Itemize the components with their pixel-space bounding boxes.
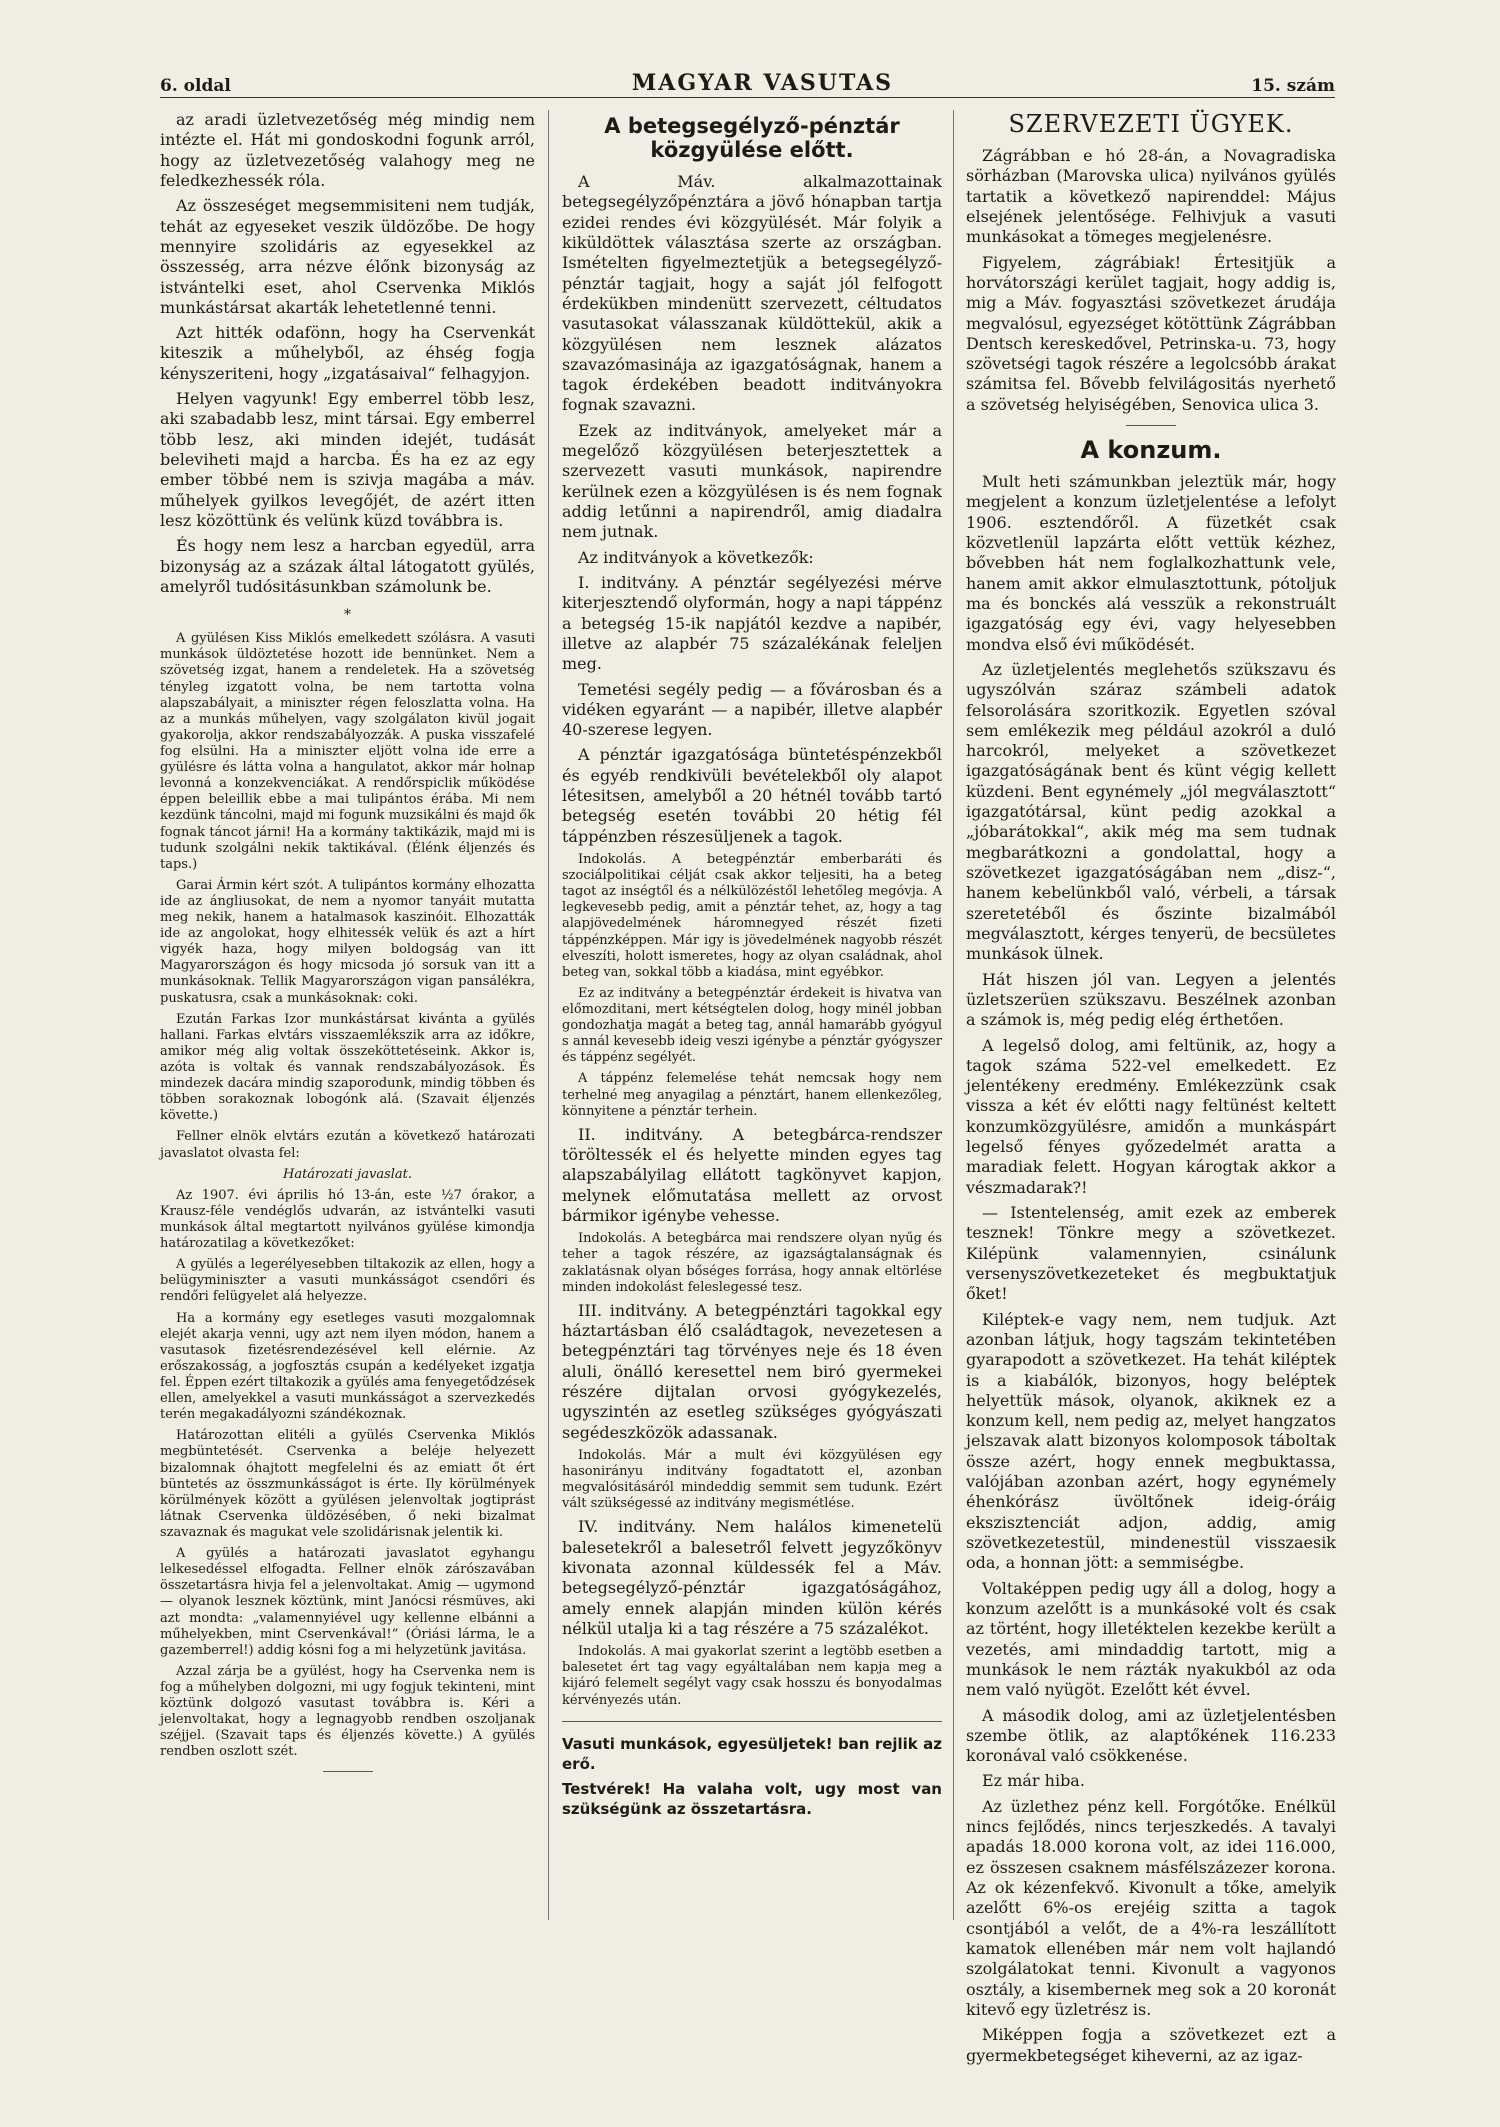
page-number: 6. oldal [160, 76, 231, 96]
paragraph: — Istentelenség, amit ezek az emberek tesznek! Tönkre megy a szövetkezet. Kilépünk valamennyien, csinálunk versenyszövetkezeteket és megbuktatjuk őket! [966, 1203, 1336, 1304]
paragraph: Azt hitték odafönn, hogy ha Cservenkát kiteszik a műhelyből, az éhség fogja kényszeriteni, hogy „izgatásaival“ felhagyjon. [160, 323, 535, 383]
paragraph: Temetési segély pedig — a fővárosban és a vidéken egyaránt — a napibér, illetve alapbér 40-szerese legyen. [562, 679, 942, 740]
paragraph: Az 1907. évi április hó 13-án, este ½7 órakor, a Krausz-féle vendéglős udvarán, az istvántelki vasuti munkások által megtartott nyilvános gyülése kimondja határozatilag a következőket: [160, 1187, 535, 1252]
paragraph: Figyelem, zágrábiak! Értesitjük a horvátországi kerület tagjait, hogy addig is, mig a Máv. fogyasztási szövetkezet árudája megvalósul, egyezséget kötöttünk Zágrábban Dentsch kereskedővel, Petrinska-u. 73, hogy szövetségi tagok részére a legolcsóbb árakat számitsa fel. Bővebb felvilágositás nyerhető a szövetség helyiségében, Senovica ulica 3. [966, 252, 1336, 414]
paragraph: A második dolog, ami az üzletjelentésben szembe ötlik, az alaptőkének 116.233 koronával való csökkenése. [966, 1705, 1336, 1766]
paragraph: A gyülésen Kiss Miklós emelkedett szólásra. A vasuti munkások üldöztetése hozott ide bennünket. Nem a szövetség izgat, hanem a rendeletek. Ha a szövetség tényleg izgatott volna, be nem tartotta volna alapszabályait, a miniszter régen feloszlatta volna. Ha az a munkás műhelyen, vagy szolgálaton kivül jogait gyakorolja, akkor rendszabályozzák. A puska visszafelé fog elsülni. Ha a miniszter eljött volna ide erre a gyülésre és látta volna a hangulatot, akkor már holnap levonná a konzekvenciákat. A rendőrspiclik működése éppen beleillik ebbe a mai tulipántos érába. Mi nem kezdünk táncolni, majd mi fogunk muzsikálni és majd ők fognak táncot járni! Ha a kormány taktikázik, majd mi is tudunk szolgálni nekik taktikával. (Élénk éljenzés és taps.) [160, 631, 535, 872]
paragraph: I. inditvány. A pénztár segélyezési mérve kiterjesztendő olyformán, hogy a napi táppénz a betegség 15-ik napjától kezdve a napibér, illetve az alapbér 75 százalékának feleljen meg. [562, 572, 942, 674]
column-3 [966, 110, 1336, 2071]
column-divider [548, 110, 549, 1920]
paragraph: Zágrábban e hó 28-án, a Novagradiska sörházban (Marovska ulica) nyilvános gyülés tartatik a következő napirenddel: Május elsejének jelentősége. Felhivjuk a vasuti munkásokat a tömeges megjelenésre. [966, 146, 1336, 247]
slogan: Testvérek! Ha valaha volt, ugy most van szükségünk az összetartásra. [562, 1780, 942, 1819]
column-divider [953, 110, 954, 1920]
paragraph: Voltaképpen pedig ugy áll a dolog, hogy a konzum azelőtt is a munkásoké volt és csak az történt, hogy illetéktelen kezekbe került a vezetés, ami mindaddig tartott, mig a munkások le nem rázták nyakukból az oda nem való nyügöt. Ezelőtt két évvel. [966, 1578, 1336, 1700]
paragraph: Ha a kormány egy esetleges vasuti mozgalomnak elejét akarja venni, ugy azt nem ilyen módon, hanem a vasutasok fizetésrendezésével kell elérnie. Az erőszakosság, a jogfosztás csupán a kedélyeket izgatja fel. Éppen ezért tiltakozik a gyülés ama fenyegetődzések ellen, amelyekkel a vasuti munkásságot a szervezkedés terén megakadályozni szándékoznak. [160, 1310, 535, 1423]
paragraph: IV. inditvány. Nem halálos kimenetelü balesetekről a balesetről felvett jegyzőkönyv kivonata azonnal küldessék fel a Máv. betegsegélyző-pénztár igazgatóságához, amely ennek alapján minden külön kérés nélkül utalja ki a tag részére a 75 százalékot. [562, 1517, 942, 1638]
paragraph: Ezek az inditványok, amelyeket már a megelőző közgyülésen beterjesztettek a szervezett vasuti munkások, napirendre kerülnek ezen a közgyülésen is és nem fognak addig letűnni a napirendről, amig diadalra nem jutnak. [562, 420, 942, 542]
paragraph: III. inditvány. A betegpénztári tagokkal egy háztartásban élő családtagok, nevezetesen a betegpénztári tag törvényes neje és 18 éven aluli, önálló keresettel nem biró gyermekei részére dijtalan orvosi gyógykezelés, ugyszintén az esetleg szükséges gyógyászati segédeszközök adassanak. [562, 1300, 942, 1442]
paragraph: Helyen vagyunk! Egy emberrel több lesz, aki szabadabb lesz, mint társai. Egy emberrel több lesz, aki minden idejét, tudását beleviheti majd a harcba. És ha ez az egy ember többé nem is szivja magába a máv. műhelyek gyilkos levegőjét, de azért itten lesz közöttünk és velünk küzd továbbra is. [160, 389, 535, 530]
paragraph: Az inditványok a következők: [578, 547, 814, 567]
paragraph: A gyülés a legerélyesebben tiltakozik az ellen, hogy a belügyminiszter a vasuti munkásságot csendőri és rendőri felügyelet alá helyezze. [160, 1257, 535, 1305]
paragraph: A gyülés a határozati javaslatot egyhangu lelkesedéssel elfogadta. Fellner elnök zárószavában összetartásra hivja fel a jelenvoltakat. Amig — ugymond — olyanok lesznek köztünk, mint Janócsi résmüves, aki azt mondta: „valamennyiével ugy kellenne elbánni a műhelyekben, mint Cservenkával!“ (Óriási lárma, le a gazemberrel!) addig kósni fog a mi helyzetünk javitása. [160, 1546, 535, 1658]
paragraph: Azzal zárja be a gyülést, hogy ha Cservenka nem is fog a műhelyben dolgozni, mi ugy fogjuk tekinteni, mint köztünk dolgozó vasutast továbbra is. Kéri a jelenvoltakat, hogy a legnagyobb rendben oszoljanak széjjel. (Szavait taps és éljenzés követte.) A gyülés rendben oszlott szét. [160, 1663, 535, 1760]
paragraph: Az üzletjelentés meglehetős szükszavu és ugyszólván száraz számbeli adatok felsorolására szoritkozik. Egyetlen szóval sem emlékezik meg például azokról a duló harcokról, melyeket a szövetkezet igazgatóságának bent és künt végig kellett küzdeni. Bent egynémely „jól megválasztott“ igazgatótársal, künt pedig azokkal a „jóbarátokkal“, akik még ma sem tudnak megbarátkozni a gondolattal, hogy a szövetkezet igazgatóságában nem „disz-“, hanem kebelünkből való, vérbeli, a társak szeretetéből és őszinte bizalmából megválasztott, kérges tenyerü, de becsületes munkások ülnek. [966, 659, 1336, 964]
paragraph: Miképpen fogja a szövetkezet ezt a gyermekbetegséget kiheverni, az az igaz- [966, 2025, 1336, 2065]
paragraph: Indokolás. Már a mult évi közgyülésen egy hasonirányu inditvány fogadtatott el, azonban megvalósitásáról mindeddig semmit sem tudunk. Ezért vált szükségessé az inditvány megismétlése. [562, 1447, 942, 1512]
paragraph: az aradi üzletvezetőség még mindig nem intézte el. Hát mi gondoskodni fogunk arról, hogy az üzletvezetőség valahogy meg ne feledkezhessék róla. [160, 110, 535, 190]
column-1 [160, 110, 535, 1782]
paragraph: Mult heti számunkban jeleztük már, hogy megjelent a konzum üzletjelentése a lefolyt 1906. esztendőről. A füzetkét csak közvetlenül lapzárta előtt vettük kézhez, bővebben hát nem foglalkozhattunk vele, hanem amit akkor elmulasztottunk, pótoljuk ma és bonckés alá vesszük a rekonstruált igazgatóság egy évi, vagy helyesebben mondva első évi működését. [966, 472, 1336, 654]
paragraph: Garai Ármin kért szót. A tulipántos kormány elhozatta ide az ángliusokat, de nem a nyomor tanyáit mutatta meg nekik, hanem a hatalmasok kaszinóit. Elhozatták ide az angolokat, hogy elhitessék velük és azt a hírt vigyék haza, hogy milyen boldogság van itt Magyarországon és hogy micsoda jó sorsuk van itt a munkásoknak. Tellik Magyarországon vigan pansálékra, puskatusra, csak a munkásoknak: coki. [160, 877, 535, 1006]
page-header [160, 70, 1335, 100]
paragraph: És hogy nem lesz a harcban egyedül, arra bizonyság az a százak által látogatott gyülés, amelyről tudósitásunkban számolunk be. [160, 536, 535, 596]
paragraph: Indokolás. A betegbárca mai rendszere olyan nyűg és teher a tagok részére, az igazságtalanságnak és zaklatásnak olyan bőséges forrása, hogy annak eltörlése minden indokolást feleslegessé tesz. [562, 1231, 942, 1295]
masthead: MAGYAR VASUTAS [631, 70, 894, 96]
paragraph: Indokolás. A mai gyakorlat szerint a legtöbb esetben a balesetet ért tag vagy egyáltalában nem kapja meg a kijáró felemelt segélyt vagy csak hosszu és bonyodalmas kérvényezés után. [562, 1644, 942, 1708]
issue-number: 15. szám [1251, 76, 1335, 96]
paragraph: A legelső dolog, ami feltünik, az, hogy a tagok száma 522-vel emelkedett. Ez jelentékeny eredmény. Emlékezzünk csak vissza a két év előtti nagy feltünést keltett konzumközgyülésre, amidőn a munkáspárt legelső fényes győzedelmét aratta a maradiak felett. Hogyan károgtak akkor a vészmadarak?! [966, 1035, 1336, 1197]
paragraph: Ez már hiba. [982, 1771, 1085, 1791]
paragraph: Ezután Farkas Izor munkástársat kivánta a gyülés hallani. Farkas elvtárs visszaemlékszik arra az időkre, amikor még alig voltak összeköttetéseink. Akkor is, azóta is voltak és vannak rendszabályozások. És mindezek dacára mindig szaporodunk, mindig többen és többen sorakoznak lobogónk alá. (Szavait éljenzés követte.) [160, 1011, 535, 1124]
paragraph: Határozottan elitéli a gyülés Cservenka Miklós megbüntetését. Cservenka a beléje helyezett bizalomnak óhajtott megfelelni és az emiatt őt ért büntetés az összmunkásságot is érte. Ily körülmények körülmények között a gyülésen jelenvoltak jogtiprást látnak Cservenka üldözésében, ő neki bizalmat szavaznak és magukat vele szolidárisnak jelentik ki. [160, 1428, 535, 1540]
section-star: * [344, 607, 351, 624]
article-title: A konzum. [1080, 436, 1222, 465]
paragraph: Indokolás. A betegpénztár emberbaráti és szociálpolitikai célját csak akkor teljesiti, ha a beteg tagot az inségtől és a nélkülözéstől lehetőleg megóvja. A legkevesebb pedig, amit a pénztár tehet, az, hogy a tag alapjövedelmének háromnegyed részét fizeti táppénzképpen. Már igy is jövedelmének nagyobb részét elveszíti, holott ismeretes, hogy az olyan családnak, ahol beteg van, sokkal több a kiadása, mint egyébkor. [562, 852, 942, 980]
paragraph: II. inditvány. A betegbárca-rendszer töröltessék el és helyette minden egyes tag alapszabályilag ellátott tagkönyvet kapjon, melynek előmutatása mellett az orvost bármikor igénybe vehesse. [562, 1124, 942, 1225]
section-title: SZERVEZETI ÜGYEK. [1008, 110, 1294, 138]
paragraph: A pénztár igazgatósága büntetéspénzekből és egyéb rendkivüli bevételekből oly alapot létesitsen, amelyből a 20 hétnél tovább tartó betegség esetén további 20 hétig fél táppénzben részesüljenek a tagok. [562, 745, 942, 846]
paragraph: Kiléptek-e vagy nem, nem tudjuk. Azt azonban látjuk, hogy tagszám tekintetében gyarapodott a szövetkezet. Ha tehát kiléptek is a kiabálók, bizonyos, hogy beléptek helyettük mások, olyanok, akiknek ez a konzum kell, nem pedig az, melyet hangzatos jelszavak alatt bizonyos kolomposok táboltak össze azért, hogy ennek megbuktassa, valójában azonban azért, hogy egynémely éhenkórász üvöltőnek ideig-óráig ekszisztenciát adjon, addig, amig szövetkezetestül, mindenestül visszaesik oda, a honnan jött: a semmiségbe. [966, 1309, 1336, 1573]
column-2 [562, 110, 942, 1825]
header-rule [160, 97, 1335, 98]
paragraph: Fellner elnök elvtárs ezután a következő határozati javaslatot olvasta fel: [160, 1129, 535, 1161]
paragraph: Az összeséget megsemmisiteni nem tudják, tehát az egyeseket veszik üldözőbe. De hogy mennyire szolidáris az egyesekkel az összesség, arra nézve élőnk bizonyság az istvántelki eset, ahol Cservenka Miklós munkástársat akarták lehetetlenné tenni. [160, 196, 535, 317]
paragraph: Az üzlethez pénz kell. Forgótőke. Enélkül nincs fejlődés, nincs terjeszkedés. A tavalyi apadás 18.000 korona volt, az idei 116.000, ez összesen csaknem másfélszázezer korona. Az ok kézenfekvő. Kivonult a tőke, amelyik azelőtt 6%-os erejéig szitta a tagok csontjából a velőt, de a 4%-ra leszállított kamatok ellenében már nem volt hajlandó szolgálatokat tenni. Kivonult a vagyonos osztály, a kisembernek meg sok a 20 koronát kitevő egy üzletrész is. [966, 1796, 1336, 2019]
section-rule [562, 1721, 942, 1722]
subheading: Határozati javaslat. [282, 1166, 413, 1182]
slogan: Vasuti munkások, egyesüljetek! ban rejlik az erő. [562, 1734, 942, 1773]
article-title: A betegsegélyző-pénztár közgyülése előtt. [604, 114, 900, 162]
section-rule [1126, 425, 1176, 426]
paragraph: A Máv. alkalmazottainak betegsegélyzőpénztára a jövő hónapban tartja ezidei rendes évi közgyülését. Már folyik a kiküldöttek választása szerte az országban. Ismételten figyelmeztetjük a betegsegélyző-pénztár tagjait, hogy a saját jól felfogott érdekükben mindenütt szervezett, céltudatos vasutasokat válasszanak küldöttekül, akik a közgyülésen nem lesznek alázatos szavazómasinája az igazgatóságnak, hanem a tagok érdekében beadott inditványokra fognak szavazni. [562, 172, 942, 415]
paragraph: Ez az inditvány a betegpénztár érdekeit is hivatva van előmozditani, mert kétségtelen dolog, hogy minél jobban gondozhatja magát a beteg tag, annál hamarább gyógyul s annál kevesebb ideig veszi igénybe a pénztár gyógyszer és táppénz segélyét. [562, 985, 942, 1066]
paragraph: A táppénz felemelése tehát nemcsak hogy nem terhelné meg anyagilag a pénztárt, hanem ellenkezőleg, könnyitene a pénztár terhein. [562, 1071, 942, 1119]
end-rule [323, 1771, 373, 1772]
paragraph: Hát hiszen jól van. Legyen a jelentés üzletszerüen szükszavu. Beszélnek azonban a számok is, még pedig elég érthetően. [966, 969, 1336, 1030]
